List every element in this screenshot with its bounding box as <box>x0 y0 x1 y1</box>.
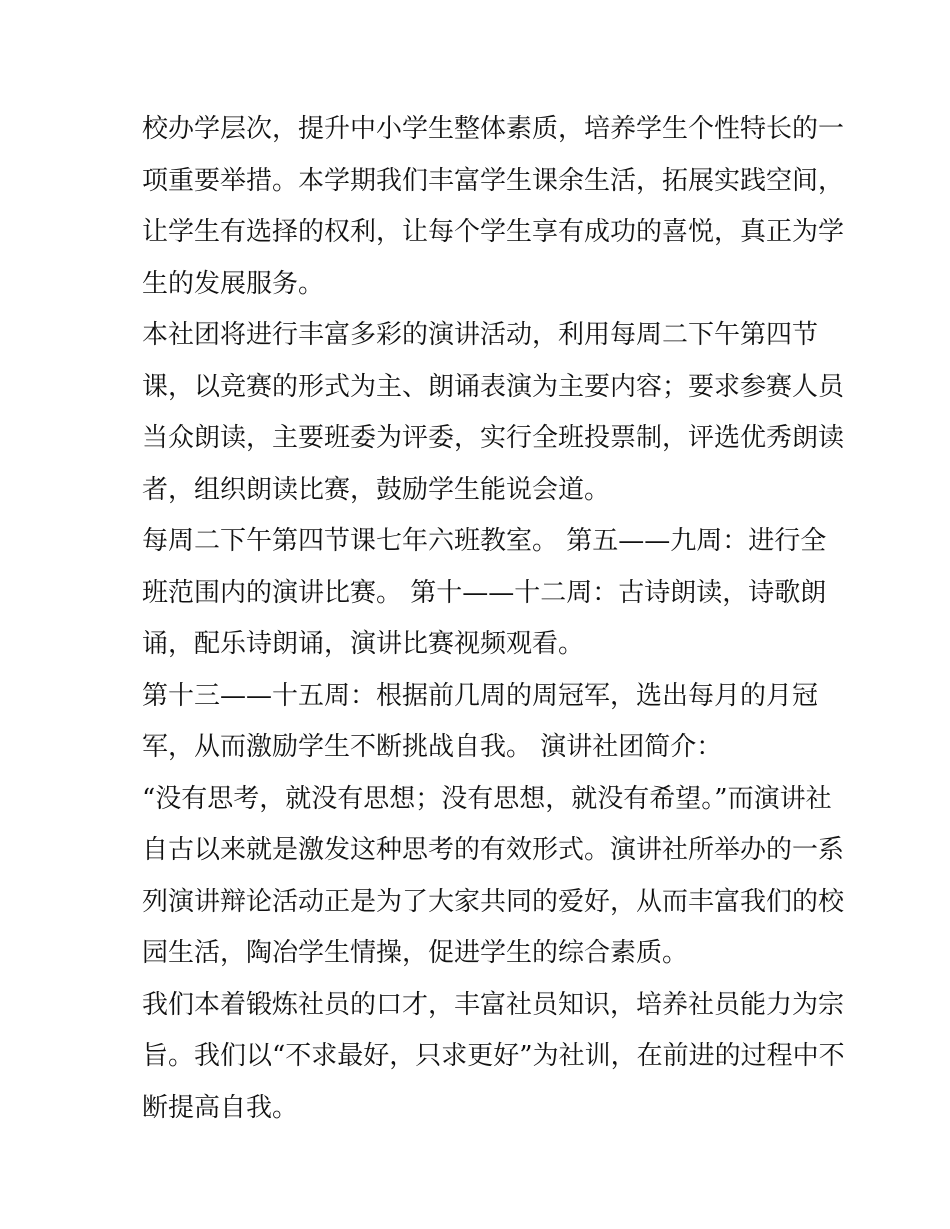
text-line: 诵，配乐诗朗诵，演讲比赛视频观看。 <box>142 629 585 659</box>
text-line: 让学生有选择的权利，让每个学生享有成功的喜悦，真正为学 <box>142 217 845 247</box>
text-line: 班范围内的演讲比赛。 第十——十二周：古诗朗读，诗歌朗 <box>142 577 827 608</box>
text-line: 断提高自我。 <box>142 1092 299 1123</box>
text-line: 每周二下午第四节课七年六班教室。 第五——九周：进行全 <box>142 526 827 556</box>
text-line: 当众朗读，主要班委为评委，实行全班投票制，评选优秀朗读 <box>142 423 845 453</box>
text-line: 者，组织朗读比赛，鼓励学生能说会道。 <box>142 474 611 505</box>
text-line: 列演讲辩论活动正是为了大家共同的爱好，从而丰富我们的校 <box>142 886 845 917</box>
text-line: 本社团将进行丰富多彩的演讲活动，利用每周二下午第四节 <box>142 320 819 350</box>
text-line: 旨。我们以“不求最好，只求更好”为社训，在前进的过程中不 <box>142 1041 845 1071</box>
text-line: 项重要举措。本学期我们丰富学生课余生活，拓展实践空间， <box>142 165 845 196</box>
text-line: 我们本着锻炼社员的口才，丰富社员知识，培养社员能力为宗 <box>142 989 845 1020</box>
text-line: 自古以来就是激发这种思考的有效形式。演讲社所举办的一系 <box>142 835 845 865</box>
text-line: 第十三——十五周：根据前几周的周冠军，选出每月的月冠 <box>142 680 819 711</box>
text-line: 校办学层次，提升中小学生整体素质，培养学生个性特长的一 <box>142 114 845 144</box>
text-line: 军，从而激励学生不断挑战自我。 演讲社团简介： <box>142 732 723 762</box>
text-line: “没有思考，就没有思想；没有思想，就没有希望。”而演讲社 <box>142 783 832 814</box>
text-line: 课，以竞赛的形式为主、朗诵表演为主要内容；要求参赛人员 <box>142 371 845 402</box>
text-line: 生的发展服务。 <box>142 268 325 299</box>
document-body <box>142 104 845 1134</box>
text-line: 园生活，陶冶学生情操，促进学生的综合素质。 <box>142 938 689 968</box>
